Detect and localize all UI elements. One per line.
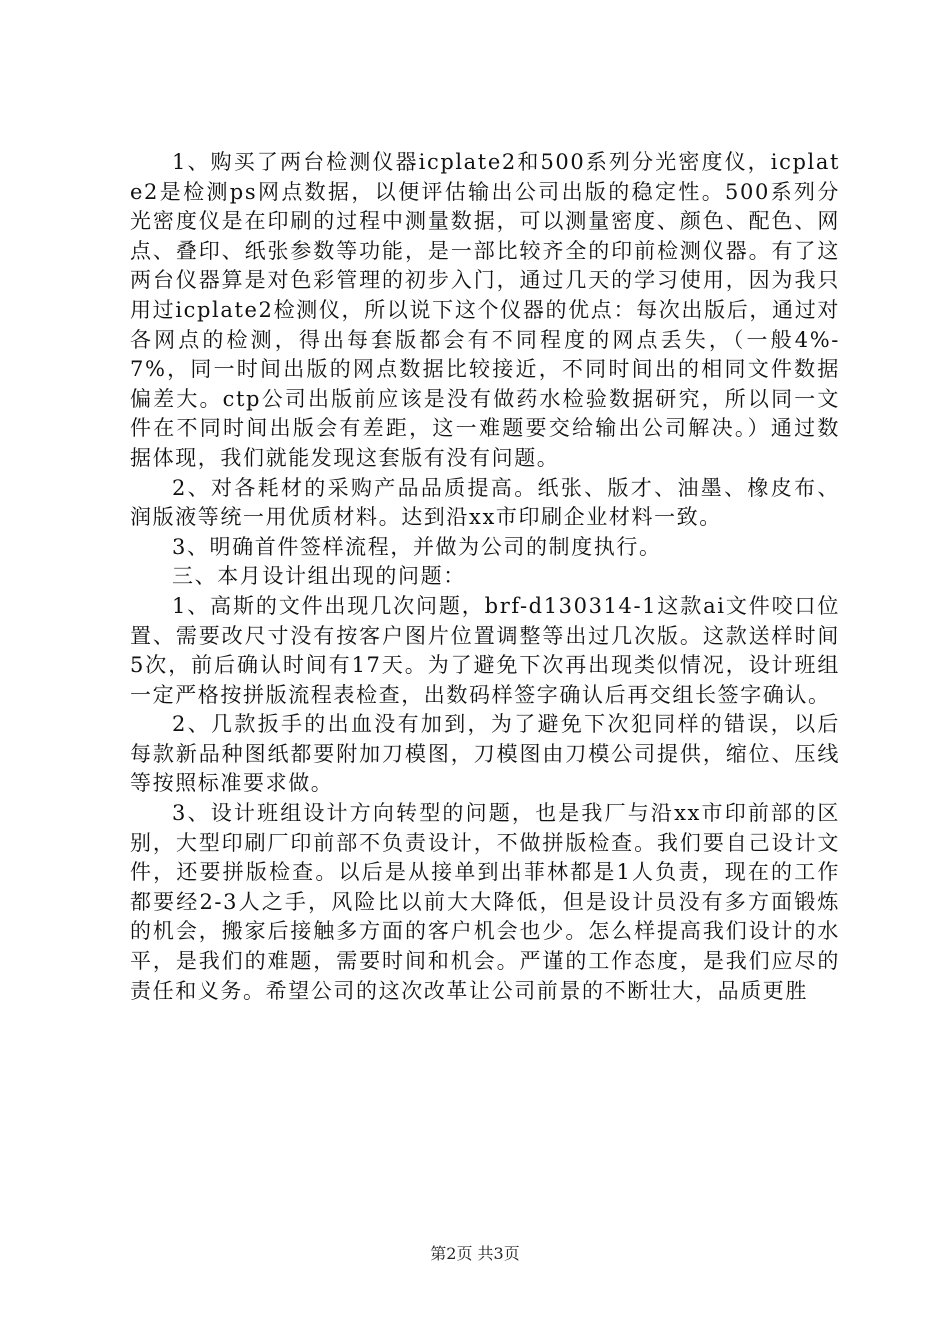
paragraph-design-transition: 3、设计班组设计方向转型的问题，也是我厂与沿xx市印前部的区别，大型印刷厂印前部不负责设计，不做拼版检查。我们要自己设计文件，还要拼版检查。以后是从接单到出菲林都是1人负责，现在的工作都要经2-3人之手，风险比以前大大降低，但是设计员没有多方面锻炼的机会，搬家后接触多方面的客户机会也少。怎么样提高我们设计的水平，是我们的难题，需要时间和机会。严谨的工作态度，是我们应尽的责任和义务。希望公司的这次改革让公司前景的不断壮大，品质更胜 xyxy=(130,801,840,1003)
paragraph-signoff-process: 3、明确首件签样流程，并做为公司的制度执行。 xyxy=(172,534,662,559)
paragraph-material-quality: 2、对各耗材的采购产品品质提高。纸张、版才、油墨、橡皮布、润版液等统一用优质材料。达到沿xx市印刷企业材料一致。 xyxy=(130,475,840,530)
page-number-footer: 第2页 共3页 xyxy=(430,1244,520,1263)
document-body xyxy=(130,148,840,1006)
section-heading-design-issues: 三、本月设计组出现的问题： xyxy=(172,564,466,589)
paragraph-bleed-issue: 2、几款扳手的出血没有加到，为了避免下次犯同样的错误，以后每款新品种图纸都要附加刀模图，刀模图由刀模公司提供，缩位、压线等按照标准要求做。 xyxy=(130,712,840,796)
paragraph-gauss-file-issue: 1、高斯的文件出现几次问题，brf-d130314-1这款ai文件咬口位置、需要改尺寸没有按客户图片位置调整等出过几次版。这款送样时间5次，前后确认时间有17天。为了避免下次再出现类似情况，设计班组一定严格按拼版流程表检查，出数码样签字确认后再交组长签字确认。 xyxy=(130,593,840,707)
paragraph-instrument-purchase: 1、购买了两台检测仪器icplate2和500系列分光密度仪，icplate2是检测ps网点数据，以便评估输出公司出版的稳定性。500系列分光密度仪是在印刷的过程中测量数据，可以测量密度、颜色、配色、网点、叠印、纸张参数等功能，是一部比较齐全的印前检测仪器。有了这两台仪器算是对色彩管理的初步入门，通过几天的学习使用，因为我只用过icplate2检测仪，所以说下这个仪器的优点：每次出版后，通过对各网点的检测，得出每套版都会有不同程度的网点丢失，（一般4%-7%，同一时间出版的网点数据比较接近，不同时间出的相同文件数据偏差大。ctp公司出版前应该是没有做药水检验数据研究，所以同一文件在不同时间出版会有差距，这一难题要交给输出公司解决。）通过数据体现，我们就能发现这套版有没有问题。 xyxy=(130,150,840,470)
